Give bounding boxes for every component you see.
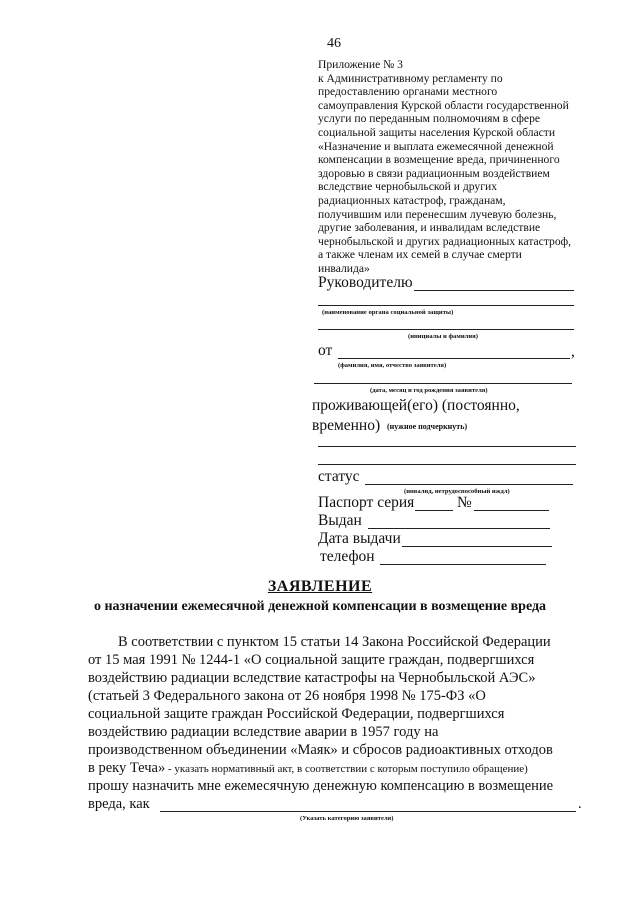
annex-line: а также членам их семей в случае смерти (318, 248, 522, 262)
statement-line: от 15 мая 1991 № 1244-1 «О социальной защите граждан, подвергшихся (88, 652, 535, 668)
annex-line: к Административному регламенту по (318, 71, 503, 85)
category-hint: (Указать категорию заявителя) (300, 815, 394, 822)
annex-line: предоставлению органами местного (318, 85, 498, 99)
category-end: . (578, 796, 582, 812)
statement-note: - указать нормативный акт, в соответствии с которым поступило обращение) (165, 763, 528, 775)
statement-line: воздействию радиации вследствие катастрофы на Чернобыльской АЭС» (88, 670, 536, 686)
issue-date-label: Дата выдачи (318, 530, 401, 547)
org-name-line[interactable] (318, 305, 574, 306)
statement-line (88, 760, 528, 777)
annex-line: здоровью в связи радиационным воздействием (318, 166, 550, 180)
statement-line: прошу назначить мне ежемесячную денежную компенсацию в возмещение (88, 778, 554, 794)
initials-line[interactable] (318, 329, 574, 330)
status-line[interactable] (365, 484, 573, 485)
status-label: статус (318, 468, 360, 485)
from-comma: , (571, 343, 575, 360)
issued-label: Выдан (318, 512, 362, 529)
category-line[interactable] (160, 811, 576, 812)
addressee-line[interactable] (414, 290, 574, 291)
residence-type-label: временно) (312, 417, 381, 434)
underline-hint: (нужное подчеркнуть) (387, 422, 468, 431)
annex-line: чернобыльской и других радиационных катастроф, (318, 234, 572, 248)
statement-line: (статьей 3 Федерального закона от 26 ноября 1998 № 175-ФЗ «О (88, 688, 486, 704)
passport-number-line[interactable] (474, 510, 549, 511)
annex-line: самоуправления Курской области государственной (318, 98, 569, 112)
addressee-label: Руководителю (318, 274, 413, 291)
residence-label: проживающей(его) (постоянно, (312, 397, 520, 414)
passport-series-line[interactable] (415, 510, 453, 511)
statement-subtitle: о назначении ежемесячной денежной компенсации в возмещение вреда (93, 599, 547, 614)
birth-date-hint: (дата, месяц и год рождения заявителя) (370, 387, 488, 394)
annex-block (318, 58, 608, 276)
applicant-name-line[interactable] (338, 358, 570, 359)
page-number: 46 (327, 36, 341, 51)
annex-line: другие заболевания, и инвалидам вследствие (318, 221, 541, 235)
annex-line: получившим или перенесшим лучевую болезнь, (318, 207, 557, 221)
issued-by-line[interactable] (368, 528, 550, 529)
annex-line: «Назначение и выплата ежемесячной денежной (318, 139, 554, 153)
annex-line: компенсации в возмещение вреда, причиненного (318, 153, 560, 167)
annex-line: радиационных катастроф, гражданам, (318, 193, 506, 207)
from-label: от (318, 342, 333, 359)
category-label: вреда, как (88, 796, 150, 812)
org-name-hint: (наименование органа социальной защиты) (322, 309, 454, 316)
issue-date-line[interactable] (402, 546, 552, 547)
statement-line: В соответствии с пунктом 15 статьи 14 Закона Российской Федерации (118, 634, 551, 650)
statement-title: ЗАЯВЛЕНИЕ (267, 578, 373, 595)
annex-title: Приложение № 3 (318, 58, 403, 71)
passport-label: Паспорт серия (318, 494, 415, 511)
number-sign: № (457, 494, 472, 511)
phone-line[interactable] (380, 564, 546, 565)
annex-line: инвалида» (318, 261, 370, 275)
statement-line: производственном объединении «Маяк» и сбросов радиоактивных отходов (88, 742, 553, 758)
statement-line: воздействию радиации вследствие аварии в 1957 году на (88, 724, 439, 740)
statement-line: социальной защите граждан Российской Федерации, подвергшихся (88, 706, 505, 722)
annex-line: социальной защиты населения Курской области (318, 125, 556, 139)
status-hint: (инвалид, нетрудоспособный иждл) (404, 488, 510, 495)
address-line-1[interactable] (318, 446, 576, 447)
applicant-name-hint: (фамилия, имя, отчество заявителя) (338, 362, 447, 369)
annex-line: услуги по переданным полномочиям в сфере (318, 112, 541, 126)
statement-line-main: в реку Теча» (88, 760, 166, 776)
initials-hint: (инициалы и фамилия) (408, 333, 478, 340)
phone-label: телефон (320, 548, 375, 565)
birth-date-line[interactable] (314, 383, 572, 384)
annex-line: вследствие чернобыльской и других (318, 180, 497, 194)
address-line-2[interactable] (318, 464, 576, 465)
